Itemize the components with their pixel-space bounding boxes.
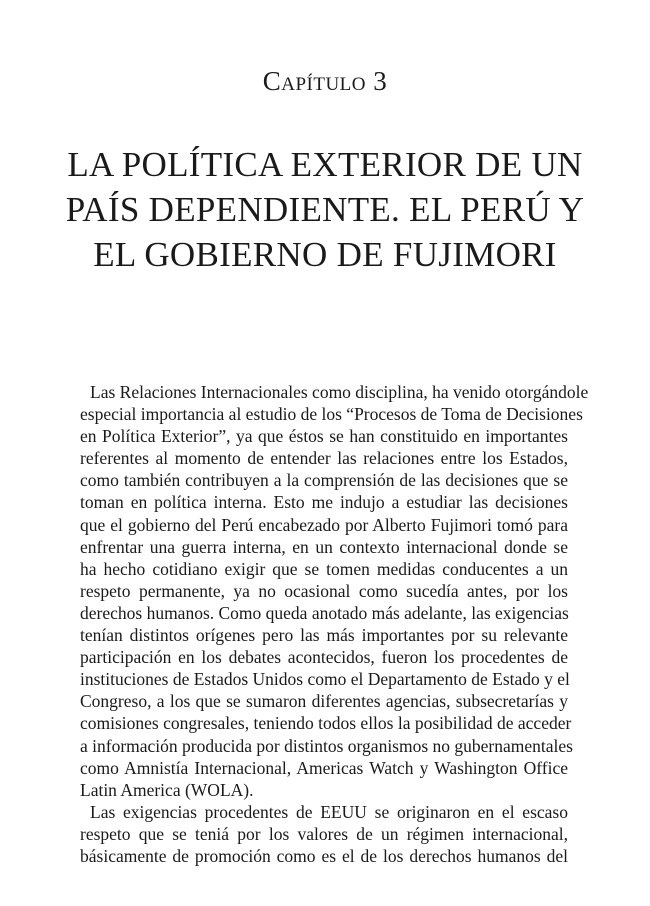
text-line: enfrentar una guerra interna, en un contexto internacional donde se (80, 536, 568, 557)
paragraph (80, 381, 589, 801)
text-line: derechos humanos. Como queda anotado más adelante, las exigencias (80, 602, 569, 623)
text-line: comisiones congresales, teniendo todos ellos la posibilidad de acceder (80, 713, 572, 734)
text-line: respeto permanente, ya no ocasional como sucedía antes, por los (80, 580, 568, 601)
text-line: Latin America (WOLA). (80, 779, 254, 800)
text-line: Las exigencias procedentes de EEUU se originaron en el escaso (90, 801, 568, 822)
paragraph (80, 801, 568, 867)
text-line: tenían distintos orígenes pero las más importantes por su relevante (80, 625, 568, 646)
text-line: Las Relaciones Internacionales como disciplina, ha venido otorgándole (90, 382, 589, 402)
text-line: como Amnistía Internacional, Americas Watch y Washington Office (80, 757, 568, 778)
chapter-title-line: PAÍS DEPENDIENTE. EL PERÚ Y (65, 190, 585, 229)
text-line: Congreso, a los que se sumaron diferentes agencias, subsecretarías y (80, 691, 568, 712)
body-text (80, 381, 589, 867)
chapter-title-line: LA POLÍTICA EXTERIOR DE UN (67, 145, 583, 184)
chapter-label: Capítulo 3 (262, 66, 388, 96)
chapter-title (60, 142, 590, 277)
text-line: especial importancia al estudio de los “Procesos de Toma de Decisiones (80, 404, 583, 425)
text-line: que el gobierno del Perú encabezado por Alberto Fujimori tomó para (80, 514, 568, 535)
text-line: respeto que se teniá por los valores de un régimen internacional, (80, 823, 568, 844)
text-line: participación en los debates acontecidos, fueron los procedentes de (80, 647, 568, 668)
text-line: ha hecho cotidiano exigir que se tomen medidas conducentes a un (80, 558, 568, 579)
text-line: toman en política interna. Esto me indujo a estudiar las decisiones (80, 492, 568, 513)
text-line: referentes al momento de entender las relaciones entre los Estados, (80, 448, 568, 469)
text-line: como también contribuyen a la comprensión de las decisiones que se (80, 470, 568, 491)
chapter-title-line: EL GOBIERNO DE FUJIMORI (93, 235, 557, 274)
text-line: instituciones de Estados Unidos como el Departamento de Estado y el (80, 669, 570, 690)
text-line: en Política Exterior”, ya que éstos se han constituido en importantes (80, 426, 568, 447)
text-line: a información producida por distintos organismos no gubernamentales (80, 735, 573, 756)
text-line: básicamente de promoción como es el de los derechos humanos del (80, 845, 568, 866)
